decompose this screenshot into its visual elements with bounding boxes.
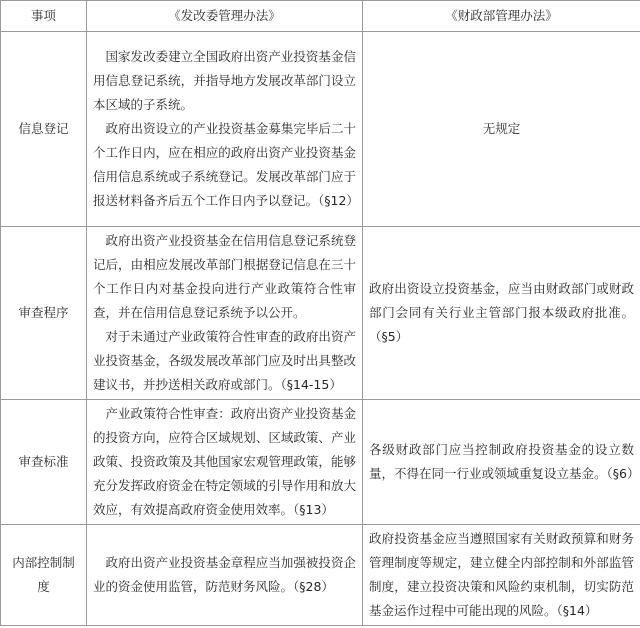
row-topic: 内部控制制度 — [1, 525, 87, 626]
header-topic: 事项 — [1, 1, 87, 32]
caizheng-cell: 政府出资设立投资基金，应当由财政部门或财政部门会同有关行业主管部门报本级政府批准。（§5） — [363, 227, 640, 400]
fagai-cell — [87, 525, 363, 626]
fagai-paragraph: 对于未通过产业政策符合性审查的政府出资产业投资基金，各级发展改革部门应及时出具整改建议书，并抄送相关政府或部门。（§14-15） — [93, 329, 356, 392]
table-row — [1, 525, 640, 626]
fagai-cell — [87, 227, 363, 400]
fagai-cell — [87, 32, 363, 227]
caizheng-cell: 无规定 — [363, 32, 640, 227]
caizheng-cell: 政府投资基金应当遵照国家有关财政预算和财务管理制度等规定，建立健全内部控制和外部监管制度，建立投资决策和风险约束机制，切实防范基金运作过程中可能出现的风险。（§14） — [363, 525, 640, 626]
fagai-paragraph: 政府出资产业投资基金章程应当加强被投资企业的资金使用监管，防范财务风险。（§28） — [93, 555, 356, 594]
header-row — [1, 1, 640, 32]
fagai-paragraph: 产业政策符合性审查：政府出资产业投资基金的投资方向，应符合区域规划、区域政策、产业政策、投资政策及其他国家宏观管理政策，能够充分发挥政府资金在特定领域的引导作用和放大效应，有效提高政府资金使用效率。（§13） — [93, 406, 356, 517]
fagai-cell — [87, 400, 363, 525]
fagai-paragraph: 政府出资产业投资基金在信用信息登记系统登记后，由相应发展改革部门根据登记信息在三十个工作日内对基金投向进行产业政策符合性审查，并在信用信息登记系统予以公开。 — [93, 233, 356, 320]
table-row — [1, 32, 640, 227]
table-row — [1, 400, 640, 525]
header-fagai: 《发改委管理办法》 — [87, 1, 363, 32]
table-row — [1, 227, 640, 400]
fagai-paragraph: 国家发改委建立全国政府出资产业投资基金信用信息登记系统，并指导地方发展改革部门设立本区域的子系统。 — [93, 49, 356, 112]
caizheng-cell: 各级财政部门应当控制政府投资基金的设立数量，不得在同一行业或领域重复设立基金。（§6） — [363, 400, 640, 525]
row-topic: 审查标准 — [1, 400, 87, 525]
row-topic: 审查程序 — [1, 227, 87, 400]
header-caizheng: 《财政部管理办法》 — [363, 1, 640, 32]
fagai-paragraph: 政府出资设立的产业投资基金募集完毕后二十个工作日内，应在相应的政府出资产业投资基金信用信息系统或子系统登记。发展改革部门应于报送材料备齐后五个工作日内予以登记。（§12） — [93, 121, 359, 208]
row-topic: 信息登记 — [1, 32, 87, 227]
